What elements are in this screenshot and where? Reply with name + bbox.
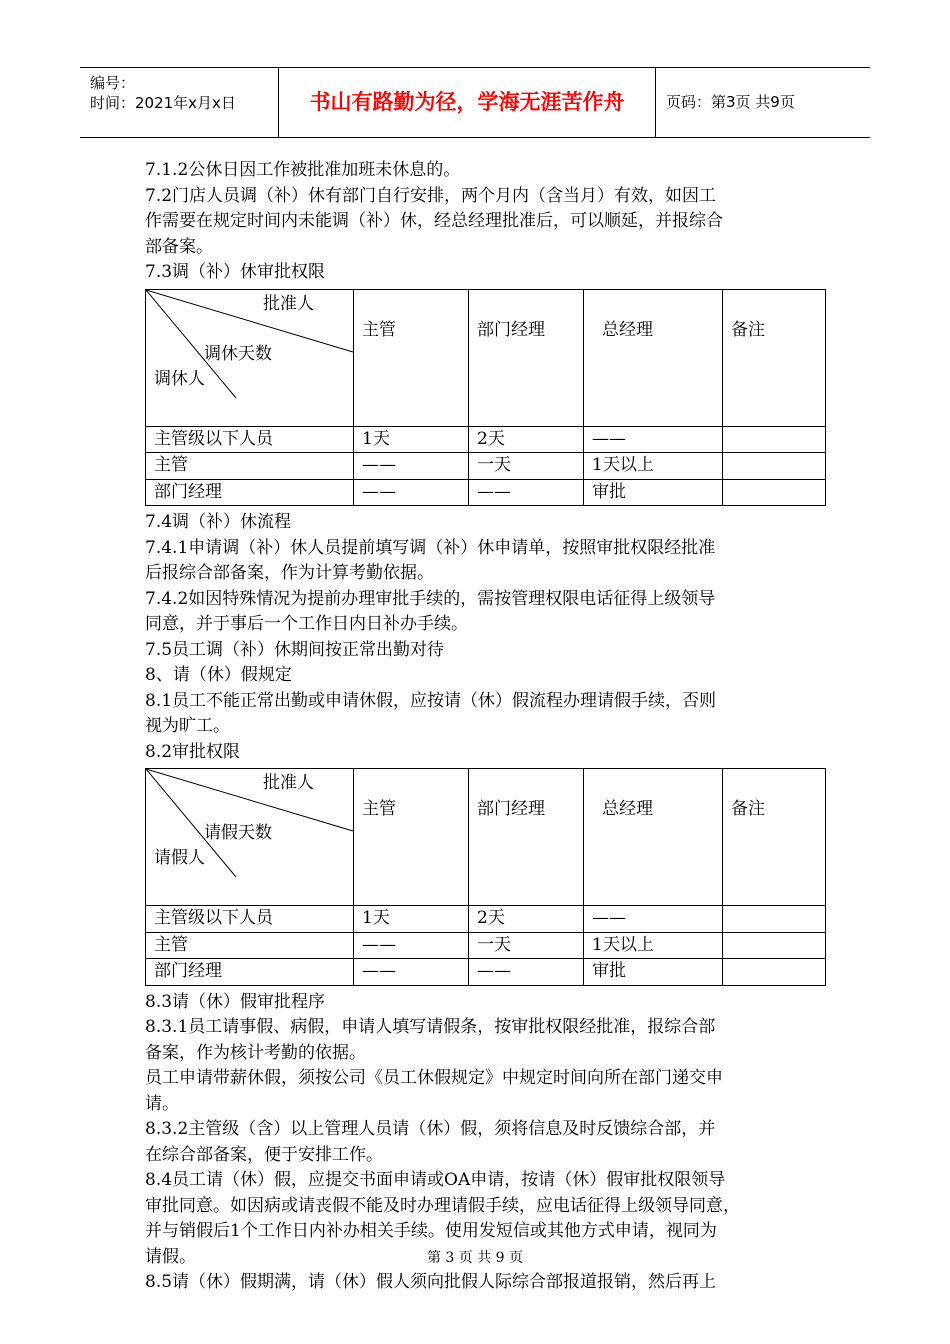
text-line: 8、请（休）假规定 [145, 665, 292, 685]
table-cell: 1天以上 [584, 453, 723, 480]
diag-approver-label: 批准人 [263, 773, 314, 793]
table-cell: 部门经理 [146, 479, 354, 506]
approval-table-rest [145, 289, 826, 507]
header-meta [80, 68, 278, 137]
col-header: 主管 [354, 769, 469, 906]
text-line: 7.1.2公休日因工作被批准加班未休息的。 [145, 160, 461, 180]
table-cell [723, 932, 826, 959]
header-number: 编号： [90, 74, 136, 92]
text-line: 员工申请带薪休假，须按公司《员工休假规定》中规定时间向所在部门递交申 [145, 1068, 723, 1088]
text-line: 作需要在规定时间内未能调（补）休，经总经理批准后，可以顺延，并报综合 [145, 211, 723, 231]
table-cell: 主管 [146, 932, 354, 959]
document-body [145, 158, 810, 1296]
table-row [146, 453, 826, 480]
text-line: 视为旷工。 [145, 716, 230, 736]
col-header: 备注 [723, 289, 826, 426]
text-line: 并与销假后1个工作日内补办相关手续。使用发短信或其他方式申请，视同为 [145, 1221, 717, 1241]
col-header: 部门经理 [469, 289, 584, 426]
table-cell: —— [354, 453, 469, 480]
header-divider [655, 68, 656, 137]
table-cell [723, 906, 826, 933]
section-7-paragraphs [145, 158, 810, 286]
col-header: 总经理 [584, 289, 723, 426]
text-line: 8.3.2主管级（含）以上管理人员请（休）假，须将信息及时反馈综合部，并 [145, 1119, 716, 1139]
text-line: 7.3调（补）休审批权限 [145, 262, 326, 282]
table-cell: 主管级以下人员 [146, 906, 354, 933]
table-cell: 审批 [584, 959, 723, 986]
table-row [146, 906, 826, 933]
diagonal-header-cell [146, 769, 354, 906]
text-line: 7.4调（补）休流程 [145, 512, 292, 532]
diag-applicant-label: 请假人 [154, 848, 205, 868]
text-line: 8.3.1员工请事假、病假，申请人填写请假条，按审批权限经批准，报综合部 [145, 1017, 716, 1037]
text-line: 部备案。 [145, 236, 213, 257]
table-cell [723, 479, 826, 506]
table-cell: 1天 [354, 426, 469, 453]
text-line: 7.4.2如因特殊情况为提前办理审批手续的，需按管理权限电话征得上级领导 [145, 588, 716, 609]
table-cell: 1天 [354, 906, 469, 933]
page-footer: 第 3 页 共 9 页 [426, 1250, 524, 1266]
table-cell: 2天 [469, 906, 584, 933]
col-header: 总经理 [584, 769, 723, 906]
table-cell [723, 426, 826, 453]
text-line: 在综合部备案，便于安排工作。 [145, 1144, 383, 1165]
table-cell: —— [354, 932, 469, 959]
text-line: 请假。 [145, 1246, 196, 1267]
header-motto: 书山有路勤为径，学海无涯苦作舟 [309, 90, 625, 114]
table-cell [723, 959, 826, 986]
table-row [146, 426, 826, 453]
text-line: 8.4员工请（休）假，应提交书面申请或OA申请，按请（休）假审批权限领导 [145, 1170, 726, 1190]
text-line: 8.2审批权限 [145, 741, 241, 762]
text-line: 7.4.1申请调（补）休人员提前填写调（补）休申请单，按照审批权限经批准 [145, 537, 716, 558]
header-date: 时间：2021年x月x日 [90, 94, 236, 112]
table-cell: —— [469, 959, 584, 986]
table-row [146, 479, 826, 506]
text-line: 后报综合部备案，作为计算考勤依据。 [145, 563, 434, 583]
table-cell: 部门经理 [146, 959, 354, 986]
diag-approver-label: 批准人 [263, 293, 314, 314]
table-cell: —— [354, 959, 469, 986]
table-cell: 主管级以下人员 [146, 426, 354, 453]
diagonal-header-cell [146, 289, 354, 426]
page-header [80, 67, 870, 138]
header-page-info: 页码：第3页 共9页 [666, 93, 795, 111]
table-cell: —— [354, 479, 469, 506]
col-header: 备注 [723, 769, 826, 906]
col-header: 部门经理 [469, 769, 584, 906]
table-cell: 主管 [146, 453, 354, 480]
table-cell: —— [469, 479, 584, 506]
table-cell [723, 453, 826, 480]
text-line: 审批同意。如因病或请丧假不能及时办理请假手续，应电话征得上级领导同意， [145, 1195, 740, 1216]
table-row [146, 959, 826, 986]
text-line: 7.2门店人员调（补）休有部门自行安排，两个月内（含当月）有效，如因工 [145, 185, 717, 206]
text-line: 同意，并于事后一个工作日内日补办手续。 [145, 614, 468, 634]
text-line: 请。 [145, 1093, 179, 1114]
table-row [146, 932, 826, 959]
table-cell: 一天 [469, 932, 584, 959]
text-line: 备案，作为核计考勤的依据。 [145, 1042, 366, 1063]
text-line: 7.5员工调（补）休期间按正常出勤对待 [145, 639, 445, 660]
diag-days-label: 请假天数 [204, 823, 272, 843]
table-cell: 2天 [469, 426, 584, 453]
text-line: 8.1员工不能正常出勤或申请休假，应按请（休）假流程办理请假手续，否则 [145, 690, 717, 711]
table-cell: 1天以上 [584, 932, 723, 959]
section-7-8-paragraphs [145, 510, 810, 765]
diag-days-label: 调休天数 [204, 343, 272, 364]
approval-table-leave [145, 768, 826, 986]
text-line: 8.5请（休）假期满，请（休）假人须向批假人际综合部报道报销，然后再上 [145, 1272, 717, 1292]
table-cell: —— [584, 426, 723, 453]
text-line: 8.3请（休）假审批程序 [145, 991, 326, 1012]
table-cell: 审批 [584, 479, 723, 506]
col-header: 主管 [354, 289, 469, 426]
table-cell: 一天 [469, 453, 584, 480]
diag-applicant-label: 调休人 [154, 368, 205, 389]
table-cell: —— [584, 906, 723, 933]
